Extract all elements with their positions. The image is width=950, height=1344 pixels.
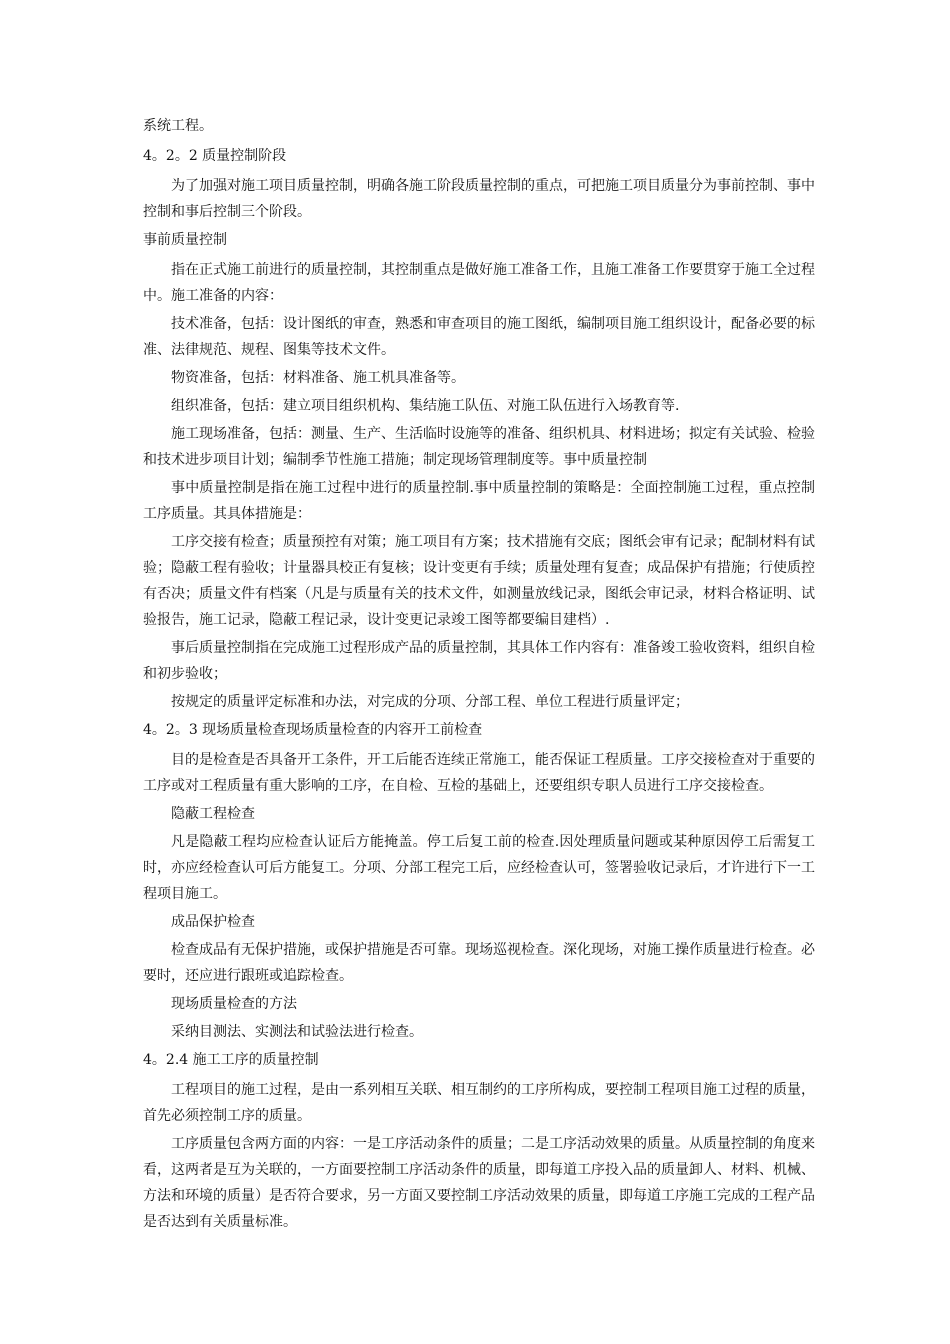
paragraph: 事中质量控制是指在施工过程中进行的质量控制.事中质量控制的策略是：全面控制施工过程，重点控制工序质量。其具体措施是：: [143, 480, 815, 522]
section-heading: 系统工程。: [143, 118, 213, 134]
paragraph: 组织准备，包括：建立项目组织机构、集结施工队伍、对施工队伍进行入场教育等.: [171, 398, 680, 414]
paragraph: 工序交接有检查；质量预控有对策；施工项目有方案；技术措施有交底；图纸会审有记录；配制材料有试验；隐蔽工程有验收；计量器具校正有复核；设计变更有手续；质量处理有复查；成品保护有措施；行使质控有否决；质量文件有档案（凡是与质量有关的技术文件，如测量放线记录，图纸会审记录，材料合格证明、试验报告，施工记录，隐蔽工程记录，设计变更记录竣工图等都要编目建档）.: [143, 534, 815, 628]
paragraph: 现场质量检查的方法: [171, 996, 297, 1012]
section-heading: 4。2。2 质量控制阶段: [143, 148, 287, 164]
paragraph: 目的是检查是否具备开工条件，开工后能否连续正常施工，能否保证工程质量。工序交接检查对于重要的工序或对工程质量有重大影响的工序，在自检、互检的基础上，还要组织专职人员进行工序交接检查。: [143, 752, 815, 794]
paragraph: 凡是隐蔽工程均应检查认证后方能掩盖。停工后复工前的检查.因处理质量问题或某种原因停工后需复工时，亦应经检查认可后方能复工。分项、分部工程完工后，应经检查认可，签署验收记录后，才许进行下一工程项目施工。: [143, 834, 815, 902]
paragraph: 隐蔽工程检查: [171, 806, 255, 822]
section-heading: 4。2.4 施工工序的质量控制: [143, 1052, 319, 1068]
paragraph: 技术准备，包括：设计图纸的审查，熟悉和审查项目的施工图纸，编制项目施工组织设计，配备必要的标准、法律规范、规程、图集等技术文件。: [143, 316, 815, 358]
paragraph: 采纳目测法、实测法和试验法进行检查。: [171, 1024, 423, 1040]
paragraph: 工序质量包含两方面的内容：一是工序活动条件的质量；二是工序活动效果的质量。从质量控制的角度来看，这两者是互为关联的，一方面要控制工序活动条件的质量，即每道工序投入品的质量卸人、材料、机械、方法和环境的质量）是否符合要求，另一方面又要控制工序活动效果的质量，即每道工序施工完成的工程产品是否达到有关质量标准。: [143, 1136, 815, 1230]
section-heading: 事前质量控制: [143, 232, 227, 248]
paragraph: 事后质量控制指在完成施工过程形成产品的质量控制，其具体工作内容有：准备竣工验收资料，组织自检和初步验收；: [143, 640, 815, 682]
paragraph: 为了加强对施工项目质量控制，明确各施工阶段质量控制的重点，可把施工项目质量分为事前控制、事中控制和事后控制三个阶段。: [143, 178, 815, 220]
paragraph: 按规定的质量评定标准和办法，对完成的分项、分部工程、单位工程进行质量评定；: [171, 694, 689, 710]
section-heading: 4。2。3 现场质量检查现场质量检查的内容开工前检查: [143, 722, 483, 738]
paragraph: 成品保护检查: [171, 914, 255, 930]
paragraph: 工程项目的施工过程，是由一系列相互关联、相互制约的工序所构成，要控制工程项目施工过程的质量，首先必须控制工序的质量。: [143, 1082, 815, 1124]
paragraph: 物资准备，包括：材料准备、施工机具准备等。: [171, 370, 465, 386]
paragraph: 施工现场准备，包括：测量、生产、生活临时设施等的准备、组织机具、材料进场；拟定有关试验、检验和技术进步项目计划；编制季节性施工措施；制定现场管理制度等。事中质量控制: [143, 426, 815, 468]
paragraph: 指在正式施工前进行的质量控制，其控制重点是做好施工准备工作，且施工准备工作要贯穿于施工全过程中。施工准备的内容：: [143, 262, 815, 304]
paragraph: 检查成品有无保护措施，或保护措施是否可靠。现场巡视检查。深化现场，对施工操作质量进行检查。必要时，还应进行跟班或追踪检查。: [143, 942, 815, 984]
document-body: [143, 113, 815, 1237]
